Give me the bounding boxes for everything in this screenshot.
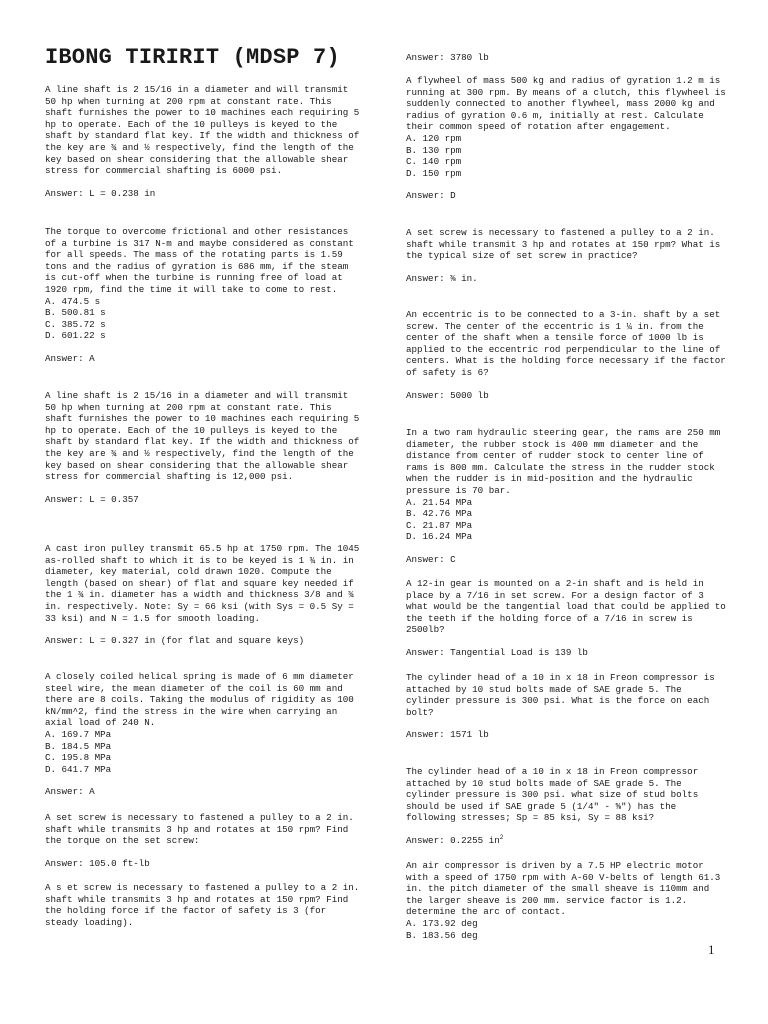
answer-text [406, 835, 726, 847]
option-item: B. 183.56 deg [406, 929, 478, 941]
question-block [45, 882, 363, 928]
question-block [45, 84, 363, 199]
option-item: C. 21.87 MPa [406, 519, 473, 531]
answer-text: Answer: D [406, 190, 456, 202]
option-item: A. 21.54 MPa [406, 496, 473, 508]
answer-text: Answer: 105.0 ft-lb [45, 857, 150, 869]
answer-text: Answer: ⅜ in. [406, 272, 478, 284]
option-item: A. 474.5 s [45, 295, 101, 307]
page-number: 1 [708, 942, 715, 957]
question-text: An eccentric is to be connected to a 3-in. shaft by a set screw. The center of the eccentric is 1 ¼ in. from the center of the shaft when a tensile force of 1000 lb is applied to the eccentric rod perpendicular to the line of centers. What is the holding force necessary if the factor of safety is 6? [406, 309, 726, 378]
options-list [406, 497, 726, 543]
question-block [45, 390, 363, 505]
question-text: The cylinder head of a 10 in x 18 in Freon compressor attached by 10 stud bolts made of SAE grade 5. The cylinder pressure is 300 psi. what size of stud bolts should be used if SAE grade 5 (1/4" - ⅝") has the following stresses; Sp = 85 ksi, Sy = 88 ksi? [406, 766, 699, 824]
option-item: D. 150 rpm [406, 167, 462, 179]
option-item: D. 601.22 s [45, 330, 106, 342]
option-item: C. 195.8 MPa [45, 752, 112, 764]
question-block [406, 860, 726, 941]
page-title: IBONG TIRIRIT (MDSP 7) [45, 45, 340, 70]
option-item: A. 173.92 deg [406, 917, 478, 929]
answer-text: Answer: Tangential Load is 139 lb [406, 646, 588, 658]
question-block [406, 427, 726, 566]
question-block [406, 309, 726, 401]
answer-text: Answer: A [45, 352, 95, 364]
question-block [406, 578, 726, 659]
options-list [406, 918, 726, 941]
answer-text: Answer: A [45, 786, 95, 798]
options-list [45, 729, 363, 775]
question-block [406, 672, 726, 741]
question-block [45, 543, 363, 647]
question-text: A set screw is necessary to fastened a pulley to a 2 in. shaft while transmits 3 hp and rotates at 150 rpm? Find the torque on the set screw: [45, 812, 354, 847]
options-list [45, 296, 363, 342]
option-item: C. 385.72 s [45, 318, 106, 330]
answer-text: Answer: C [406, 553, 456, 565]
answer-text: Answer: 3780 lb [406, 52, 489, 63]
option-item: A. 169.7 MPa [45, 728, 112, 740]
answer-text: Answer: 1571 lb [406, 729, 489, 741]
answer-text: Answer: L = 0.357 [45, 493, 139, 505]
question-text: A line shaft is 2 15/16 in a diameter and will transmit 50 hp when turning at 200 rpm at constant rate. This shaft furnishes the power to 10 machines each requiring 5 hp to operate. Each of the 10 pulleys is keyed to the shaft by standard flat key. If the width and thickness of the key are ¾ and ½ respectively, find the length of the key based on shear considering that the allowable shear stress for commercial shafting is 12,000 psi. [45, 390, 360, 483]
question-text: A set screw is necessary to fastened a pulley to a 2 in. shaft while transmit 3 hp and rotates at 150 rpm? What is the typical size of set screw in practice? [406, 227, 721, 262]
question-block [406, 75, 726, 202]
question-text: An air compressor is driven by a 7.5 HP electric motor with a speed of 1750 rpm with A-60 V-belts of length 61.3 in. the pitch diameter of the small sheave is 110mm and the larger sheave is 200 mm. service factor is 1.2. determine the arc of contact. [406, 860, 721, 918]
question-text: The cylinder head of a 10 in x 18 in Freon compressor is attached by 10 stud bolts made of SAE grade 5. The cylinder pressure is 300 psi. What is the force on each bolt? [406, 672, 715, 718]
option-item: C. 140 rpm [406, 156, 462, 168]
question-text: A 12-in gear is mounted on a 2-in shaft and is held in place by a 7/16 in set screw. For a design factor of 3 what would be the tangential load that could be applied to the teeth if the holding force of a 7/16 in screw is 2500lb? [406, 578, 726, 636]
answer-value: Answer: 0.2255 in [406, 834, 500, 846]
question-block [406, 766, 726, 847]
question-block [45, 226, 363, 365]
superscript: 2 [499, 833, 504, 841]
option-item: D. 16.24 MPa [406, 531, 473, 543]
question-text: In a two ram hydraulic steering gear, the rams are 250 mm diameter, the rubber stock is 400 mm diameter and the distance from center of rudder stock to center line of rams is 800 mm. Calculate the stress in the rudder stock when the rudder is in mid-position and the hydraulic pressure is 70 bar. [406, 427, 721, 496]
answer-text: Answer: 5000 lb [406, 389, 489, 401]
question-text: A closely coiled helical spring is made of 6 mm diameter steel wire, the mean diameter of the coil is 60 mm and there are 8 coils. Taking the modulus of rigidity as 100 kN/mm^2, find the stress in the wire when carrying an axial load of 240 N. [45, 671, 354, 729]
question-text: A flywheel of mass 500 kg and radius of gyration 1.2 m is running at 300 rpm. By means of a clutch, this flywheel is suddenly connected to another flywheel, mass 2000 kg and radius of gyration 0.6 m, initially at rest. Calculate their common speed of rotation after engagement. [406, 75, 726, 133]
question-block [45, 812, 363, 869]
option-item: B. 42.76 MPa [406, 508, 473, 520]
option-item: B. 130 rpm [406, 144, 462, 156]
question-block [45, 671, 363, 798]
option-item: D. 641.7 MPa [45, 763, 112, 775]
option-item: B. 500.81 s [45, 307, 106, 319]
question-block [406, 227, 726, 284]
question-block [406, 52, 726, 64]
answer-text: Answer: L = 0.238 in [45, 187, 156, 199]
question-text: A s et screw is necessary to fastened a pulley to a 2 in. shaft while transmits 3 hp and rotates at 150 rpm? Find the holding force if the factor of safety is 3 (for steady loading). [45, 882, 360, 928]
option-item: B. 184.5 MPa [45, 740, 112, 752]
question-text: A line shaft is 2 15/16 in a diameter and will transmit 50 hp when turning at 200 rpm at constant rate. This shaft furnishes the power to 10 machines each requiring 5 hp to operate. Each of the 10 pulleys is keyed to the shaft by standard flat key. If the width and thickness of the key are ¾ and ½ respectively, find the length of the key based on shear considering that the allowable shear stress for commercial shafting is 6000 psi. [45, 84, 360, 177]
answer-text: Answer: L = 0.327 in (for flat and square keys) [45, 635, 305, 647]
question-text: A cast iron pulley transmit 65.5 hp at 1750 rpm. The 1045 as-rolled shaft to which it is to be keyed is 1 ¾ in. in diameter, key material, cold drawn 1020. Compute the length (based on shear) of flat and square key needed if the 1 ¾ in. diameter has a width and thickness 3/8 and ¾ in. respectively. Note: Sy = 66 ksi (with Sys = 0.5 Sy = 33 ksi) and N = 1.5 for smooth loading. [45, 543, 360, 624]
option-item: A. 120 rpm [406, 132, 462, 144]
options-list [406, 133, 726, 179]
question-text: The torque to overcome frictional and other resistances of a turbine is 317 N-m and maybe considered as constant for all speeds. The mass of the rotating parts is 1.59 tons and the radius of gyration is 686 mm, if the steam is cut-off when the turbine is running free of load at 1920 rpm, find the time it will take to come to rest. [45, 226, 354, 295]
